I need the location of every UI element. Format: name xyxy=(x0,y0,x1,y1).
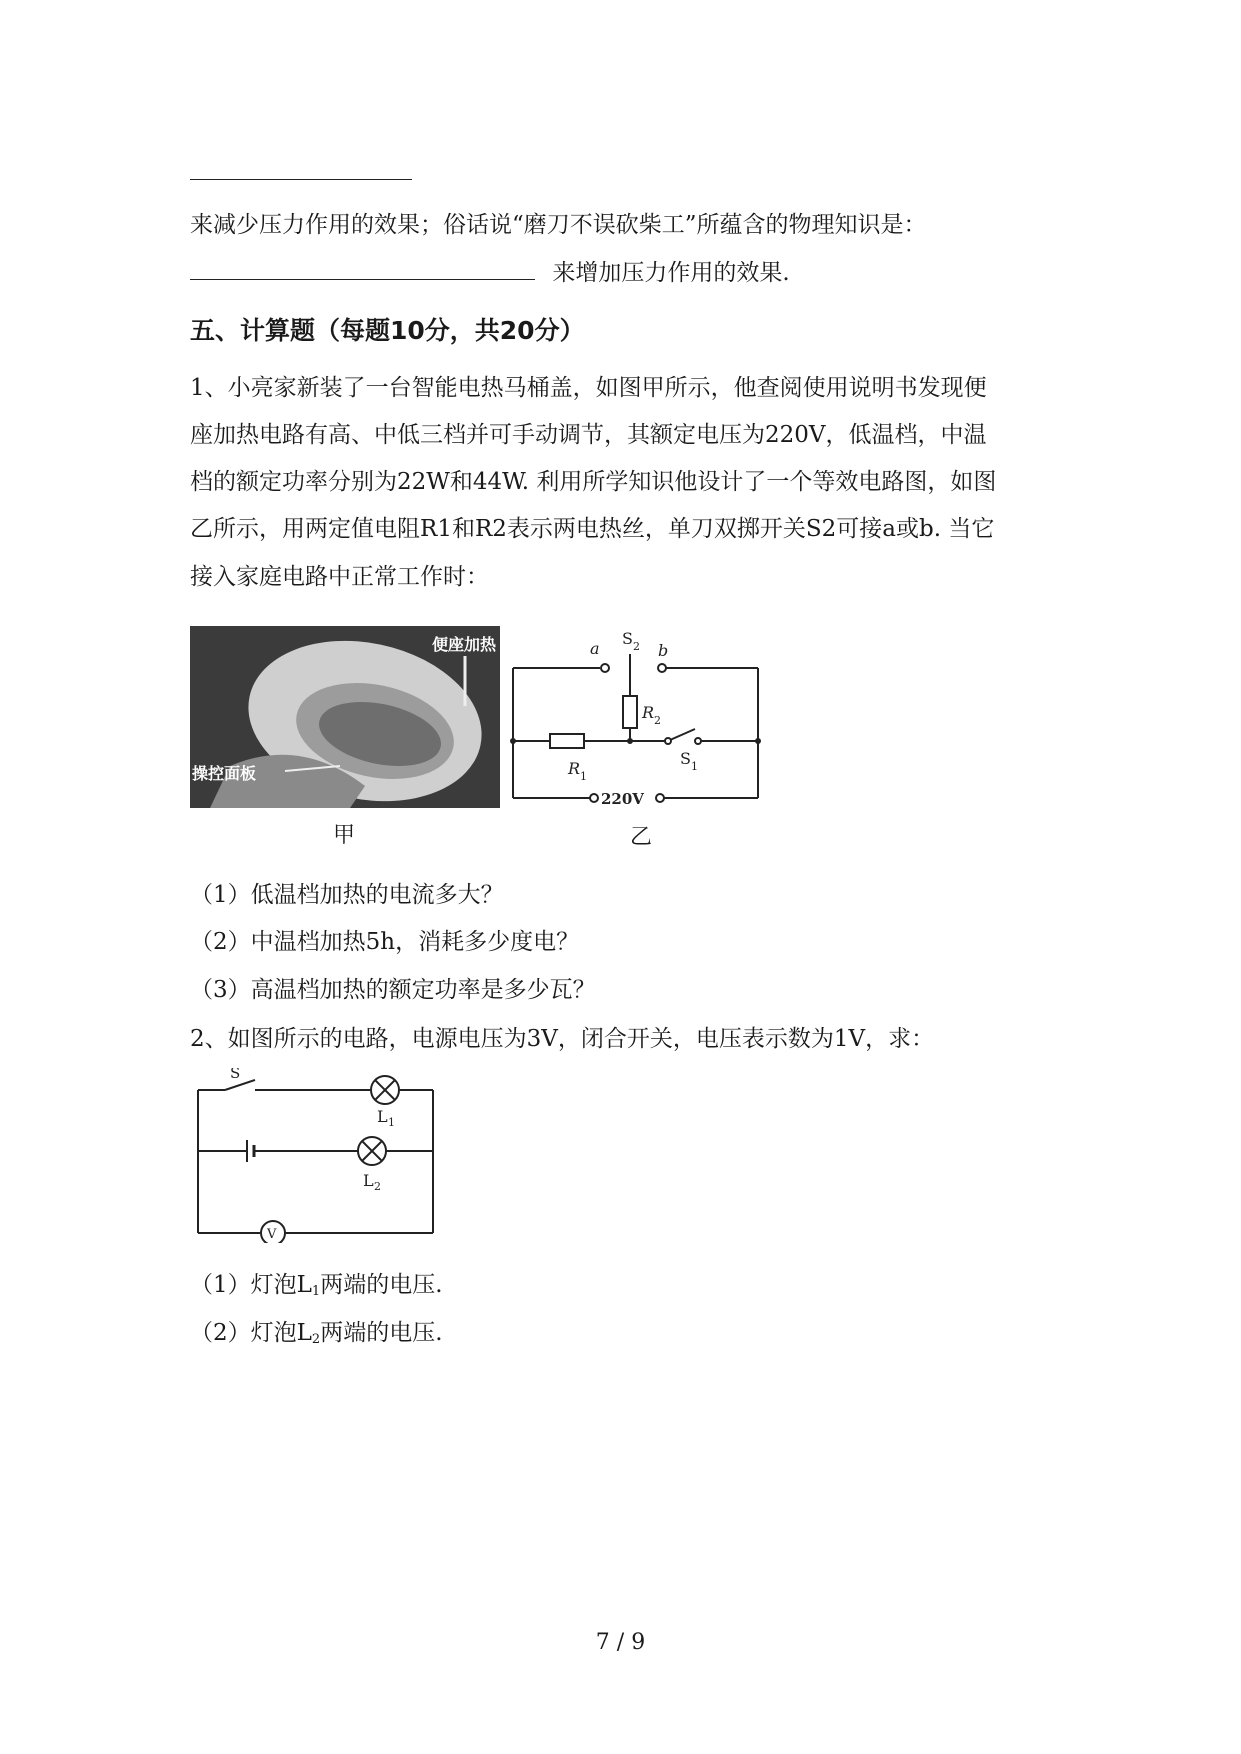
fill-text-line: 来减少压力作用的效果；俗话说“磨刀不误砍柴工”所蕴含的物理知识是： xyxy=(190,212,927,238)
r1-label: R xyxy=(568,759,581,778)
toilet-seat-photo xyxy=(190,626,500,808)
s2-label: S xyxy=(622,629,633,648)
r2-sub: 2 xyxy=(654,714,661,727)
q2-circuit-diagram xyxy=(195,1068,440,1243)
q2-sub-1 xyxy=(190,1270,443,1307)
r1-sub: 1 xyxy=(580,770,587,783)
switch-s-label: S xyxy=(230,1068,241,1082)
q1-sub-3: （3）高温档加热的额定功率是多少瓦？ xyxy=(190,977,596,1003)
s1-label: S xyxy=(680,749,691,768)
photo-label-control-panel: 操控面板 xyxy=(192,764,257,783)
q1-line-3: 档的额定功率分别为22W和44W. 利用所学知识他设计了一个等效电路图，如图 xyxy=(190,469,997,495)
l1-sub: 1 xyxy=(388,1116,395,1129)
figure-caption-jia: 甲 xyxy=(333,823,356,848)
fill-suffix: 来增加压力作用的效果. xyxy=(552,260,790,286)
q1-sub-1: （1）低温档加热的电流多大？ xyxy=(190,882,504,908)
answer-blank[interactable] xyxy=(190,259,535,280)
q1-line-1: 1、小亮家新装了一台智能电热马桶盖，如图甲所示，他查阅使用说明书发现便 xyxy=(190,375,987,401)
photo-label-seat-heating: 便座加热 xyxy=(431,635,496,654)
voltage-220v-label: 220V xyxy=(601,790,644,808)
r2-label: R xyxy=(642,703,655,722)
q1-line-2: 座加热电路有高、中低三档并可手动调节，其额定电压为220V，低温档，中温 xyxy=(190,422,987,448)
s1-sub: 1 xyxy=(691,760,698,773)
q1-line-4: 乙所示，用两定值电阻R1和R2表示两电热丝，单刀双掷开关S2可接a或b. 当它 xyxy=(190,516,995,542)
page-number: 7 / 9 xyxy=(595,1630,646,1655)
q2-stem: 2、如图所示的电路，电源电压为3V，闭合开关，电压表示数为1V，求： xyxy=(190,1026,935,1052)
section-title: 五、计算题（每题10分，共20分） xyxy=(190,316,585,345)
q2-sub1-subscript: 1 xyxy=(311,1284,321,1299)
answer-blank-line xyxy=(190,158,412,188)
circuit-diagram-yi xyxy=(510,626,770,816)
s2-sub: 2 xyxy=(633,640,640,653)
answer-blank[interactable] xyxy=(190,159,412,180)
terminal-b-label: b xyxy=(658,641,669,660)
q2-sub1-suffix: 两端的电压. xyxy=(320,1272,443,1298)
l1-label: L xyxy=(377,1107,388,1126)
figure-caption-yi: 乙 xyxy=(630,825,653,850)
q2-sub1-prefix: （1）灯泡L xyxy=(190,1272,312,1298)
q1-line-5: 接入家庭电路中正常工作时： xyxy=(190,564,489,590)
q1-sub-2: （2）中温档加热5h，消耗多少度电？ xyxy=(190,929,580,955)
q2-sub2-prefix: （2）灯泡L xyxy=(190,1320,312,1346)
fill-text-line-2 xyxy=(190,258,790,288)
l2-sub: 2 xyxy=(374,1180,381,1193)
voltmeter-label: V xyxy=(267,1227,277,1242)
q2-sub2-suffix: 两端的电压. xyxy=(320,1320,443,1346)
l2-label: L xyxy=(363,1171,374,1190)
q2-sub-2 xyxy=(190,1318,443,1355)
terminal-a-label: a xyxy=(590,639,600,658)
q2-sub2-subscript: 2 xyxy=(311,1332,321,1347)
